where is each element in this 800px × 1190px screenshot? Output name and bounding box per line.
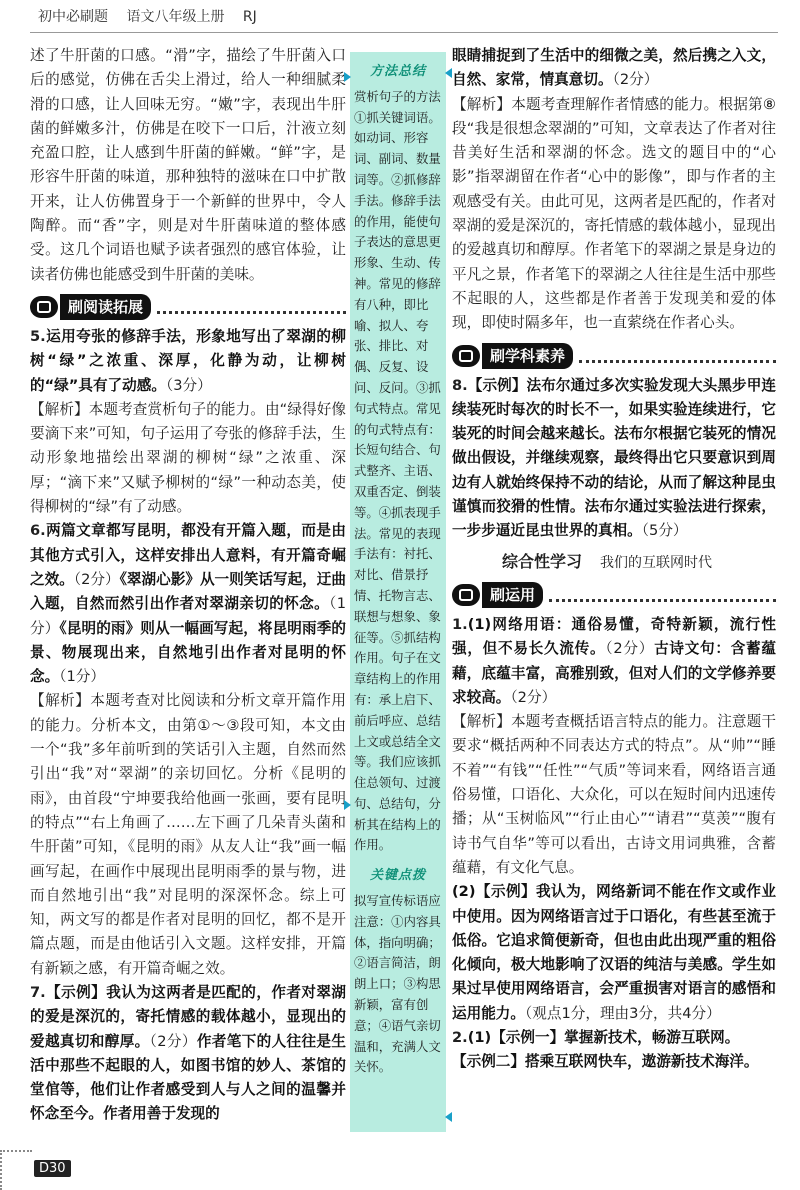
header-rule: [30, 32, 778, 33]
page-number: D30: [34, 1160, 71, 1177]
edition-mark: RJ: [242, 9, 257, 25]
key-tips-body: 拟写宣传标语应注意：①内容具体，指向明确；②语言简洁，朗朗上口；③构思新颖，富有创意；④语气亲切温和，充满人文关怀。: [354, 893, 441, 1075]
q8-answer: 法布尔通过多次实验发现大头黑步甲连续装死时每次的时长不一，如果实验连续进行，它装死的时间会越来越长。法布尔根据它装死的情况做出假设，并继续观察，最终得出它只要意识到周边有人就始终保持不动的结论，从而了解这种昆虫谨慎而狡猾的性情。法布尔通过实验法进行探索，一步步逼近昆虫世界的真相。: [452, 376, 776, 540]
q5-answer: 运用夸张的修辞手法，形象地写出了翠湖的柳树“绿”之浓重、深厚，化静为动，让柳树的“绿”具有了动感。: [30, 327, 346, 394]
right-column: [452, 44, 776, 1075]
banner-dots: [549, 587, 776, 602]
method-summary-title: 方法总结: [369, 64, 426, 79]
q2-answer-a: (1)【示例一】掌握新技术，畅游互联网。: [467, 1028, 740, 1046]
reading-extension-banner: [30, 293, 346, 321]
practice-banner: [452, 581, 776, 609]
analysis-tag: 【解析】: [30, 400, 89, 418]
subject-literacy-banner: [452, 342, 776, 370]
section-subtitle: 我们的互联网时代: [600, 554, 713, 571]
key-tips-title: 关键点拨: [369, 868, 426, 884]
left-column: [30, 44, 346, 1127]
q7-analysis: [452, 93, 776, 336]
book-icon: [30, 296, 58, 318]
series-title: 初中必刷题: [38, 9, 108, 25]
analysis-tag: 【解析】: [452, 95, 512, 113]
q7-answer-b: 作者笔下的人往往是生活中那些不起眼的人，如图书馆的妙人、茶馆的堂倌等，他们让作者感受到人与人之间的温馨并怀念至今。作者用善于发现的: [30, 1032, 346, 1123]
pointer-arrow-icon: [445, 68, 452, 78]
q1-analysis: [452, 710, 776, 880]
q8-number: 8.: [452, 376, 468, 394]
question-7: [30, 981, 346, 1127]
q8-score: （5分）: [641, 522, 688, 540]
q1-2-score: （观点1分，理由3分，共4分）: [524, 1004, 721, 1022]
q6-score-c: （1分）: [59, 668, 105, 686]
book-title: 语文八年级上册: [126, 9, 225, 25]
banner-label: 刷学科素养: [482, 343, 573, 369]
q5-score: （3分）: [165, 376, 212, 394]
q6-answer-c: 《昆明的雨》则从一幅画写起，将昆明雨季的景、物展现出来，自然地引出作者对昆明的怀念。: [30, 619, 346, 686]
q1-number: 1.: [452, 615, 468, 633]
tips-sidebar: [350, 52, 446, 1132]
q7-number: 7.: [30, 983, 46, 1001]
question-1: [452, 613, 776, 710]
q1-score-a: （2分）: [605, 640, 655, 658]
banner-label: 刷阅读拓展: [60, 294, 151, 320]
q5-explanation: 本题考查赏析句子的能力。由“绿得好像要滴下来”可知，句子运用了夸张的修辞手法，生动形象地描绘出翠湖的柳树“绿”之浓重、深厚；“滴下来”又赋予柳树的“绿”一种动态美，使得柳树的“绿”有了动感。: [30, 400, 346, 516]
question-6: [30, 519, 346, 689]
q6-number: 6.: [30, 522, 46, 540]
banner-dots: [579, 348, 776, 363]
book-icon: [452, 584, 480, 606]
banner-label: 刷运用: [482, 582, 543, 608]
banner-dots: [157, 299, 346, 314]
q1-answer-b: 古诗文句：含蓄蕴藉，底蕴丰富，高雅别致，但对人们的文学修养要求较高。: [452, 640, 776, 706]
q7-example-tag: 【示例】: [45, 983, 107, 1001]
q7-continued: [452, 44, 776, 93]
method-summary-body: 赏析句子的方法①抓关键词语。如动词、形容词、副词、数量词等。②抓修辞手法。修辞手法的作用，能使句子表达的意思更形象、生动、传神。常见的修辞有八种，即比喻、拟人、夸张、排比、对偶、反复、设问、反问。③抓句式特点。常见的句式特点有：长短句结合、句式整齐、主语、双重否定、倒装等。④抓表现手法。常见的表现手法有：衬托、对比、借景抒情、托物言志、联想与想象、象征等。⑤抓结构作用。句子在文章结构上的作用有：承上启下、前后呼应、总结上文或总结全文等。我们应该抓住总领句、过渡句、总结句，分析其在结构上的作用。: [354, 88, 441, 853]
q1-explanation: 本题考查概括语言特点的能力。注意题干要求“概括两种不同表达方式的特点”。从“帅”“睡不着”“有钱”“任性”“气质”等词来看，网络语言通俗易懂，口语化、大众化，可以在短时间内迅速传播；从“玉树临风”“行止由心”“请君”“莫羡”“腹有诗书气自华”等可以看出，古诗文用词典雅，含蓄蕴藉，有文化气息。: [452, 713, 776, 876]
q2-number: 2.: [452, 1028, 468, 1046]
section-heading: [452, 550, 776, 575]
q1-2-answer: (2)【示例】我认为，网络新词不能在作文或作业中使用。因为网络语言过于口语化，有些甚至流于低俗。它追求简便新奇，但也由此出现严重的粗俗化倾向，极大地影响了汉语的纯洁与美感。学生如果过早使用网络语言，会严重损害对语言的感悟和运用能力。: [452, 883, 776, 1022]
analysis-tag: 【解析】: [30, 692, 91, 710]
page-header: [38, 6, 778, 34]
question-8: [452, 374, 776, 544]
q2-line-2: [452, 1050, 776, 1074]
pointer-arrow-icon: [344, 72, 351, 82]
q7-score-b: （2分）: [612, 71, 659, 89]
q6-answer-b: 《翠湖心影》从一则笑话写起，迂曲入题，自然而然引出作者对翠湖亲切的怀念。: [30, 570, 346, 613]
q1-part-2: [452, 880, 776, 1026]
question-5: [30, 325, 346, 398]
q7-explanation: 本题考查理解作者情感的能力。根据第⑧段“我是很想念翠湖的”可知，文章表达了作者对往昔美好生活和翠湖的怀念。选文的题目中的“心影”指翠湖留在作者“心中的影像”，即与作者的主观感受有关。由此可见，这两者是匹配的，作者对翠湖的爱是深沉的，寄托情感的载体越小，显现出的爱越真切和醇厚。作者笔下的翠湖之景是身边的平凡之景，作者笔下的翠湖之人往往是生活中那些不起眼的人，这些都是作者善于发现美和爱的体现，即使时隔多年，也一直萦绕在作者心头。: [452, 95, 776, 332]
q6-answer-a: 两篇文章都写昆明，都没有开篇入题，而是由其他方式引入，这样安排出人意料，有开篇奇崛之效。: [30, 522, 346, 588]
book-icon: [452, 345, 480, 367]
q6-explanation: 本题考查对比阅读和分析文章开篇作用的能力。分析本文，由第①～③段可知，本文由一个“我”多年前听到的笑话引入主题，自然而然引出“我”对“翠湖”的亲切回忆。分析《昆明的雨》，由首段“宁坤要我给他画一张画，要有昆明的特点”“右上角画了……左下画了几朵青头菌和牛肝菌”可知，《昆明的雨》从友人让“我”画一幅画写起，在画作中展现出昆明雨季的景与物，进而自然地引出“我”对昆明的深深怀念。综上可知，两文写的都是作者对昆明的回忆，都不是开篇点题，而是由他话引入文题。这样安排，开篇有新颖之感，有开篇奇崛之效。: [30, 692, 346, 977]
continued-paragraph: 述了牛肝菌的口感。“滑”字，描绘了牛肝菌入口后的感觉，仿佛在舌尖上滑过，给人一种细腻柔滑的口感，让人回味无穷。“嫩”字，表现出牛肝菌的鲜嫩多汁，仿佛是在咬下一口后，汁液立刻充盈口腔，让人感到牛肝菌的鲜嫩。“鲜”字，是形容牛肝菌的味道，那种独特的滋味在口中扩散开来，让人仿佛置身于一个新鲜的世界中，令人陶醉。而“香”字，则是对牛肝菌味道的整体感受。这几个词语也赋予读者强烈的感官体验，让读者仿佛也能感受到牛肝菌的美味。: [30, 47, 346, 283]
section-title: 综合性学习: [502, 551, 583, 571]
q1-score-b: （2分）: [510, 688, 557, 706]
q6-analysis: [30, 689, 346, 981]
q8-example-tag: 【示例】: [467, 376, 527, 394]
q6-score-b: （1分）: [30, 595, 346, 637]
q7-answer-a: 我认为这两者是匹配的，作者对翠湖的爱是深沉的，寄托情感的载体越小，显现出的爱越真切和醇厚。: [30, 983, 346, 1050]
q2-answer-b: 【示例二】搭乘互联网快车，遨游新技术海洋。: [452, 1053, 759, 1071]
q7-score-a: （2分）: [149, 1032, 197, 1050]
q1-answer-a: (1)网络用语：通俗易懂，奇特新颖，流行性强，但不易长久流传。: [452, 615, 776, 658]
analysis-tag: 【解析】: [452, 713, 511, 731]
pointer-arrow-icon: [344, 800, 351, 810]
q6-score-a: （2分）: [73, 570, 120, 588]
page-corner-mark: [0, 1150, 32, 1190]
q5-number: 5.: [30, 327, 46, 345]
pointer-arrow-icon: [445, 1112, 452, 1122]
q5-analysis: [30, 398, 346, 519]
q7-answer-cont: 眼睛捕捉到了生活中的细微之美，然后携之入文，自然、家常，情真意切。: [452, 47, 776, 89]
question-2: [452, 1026, 776, 1050]
